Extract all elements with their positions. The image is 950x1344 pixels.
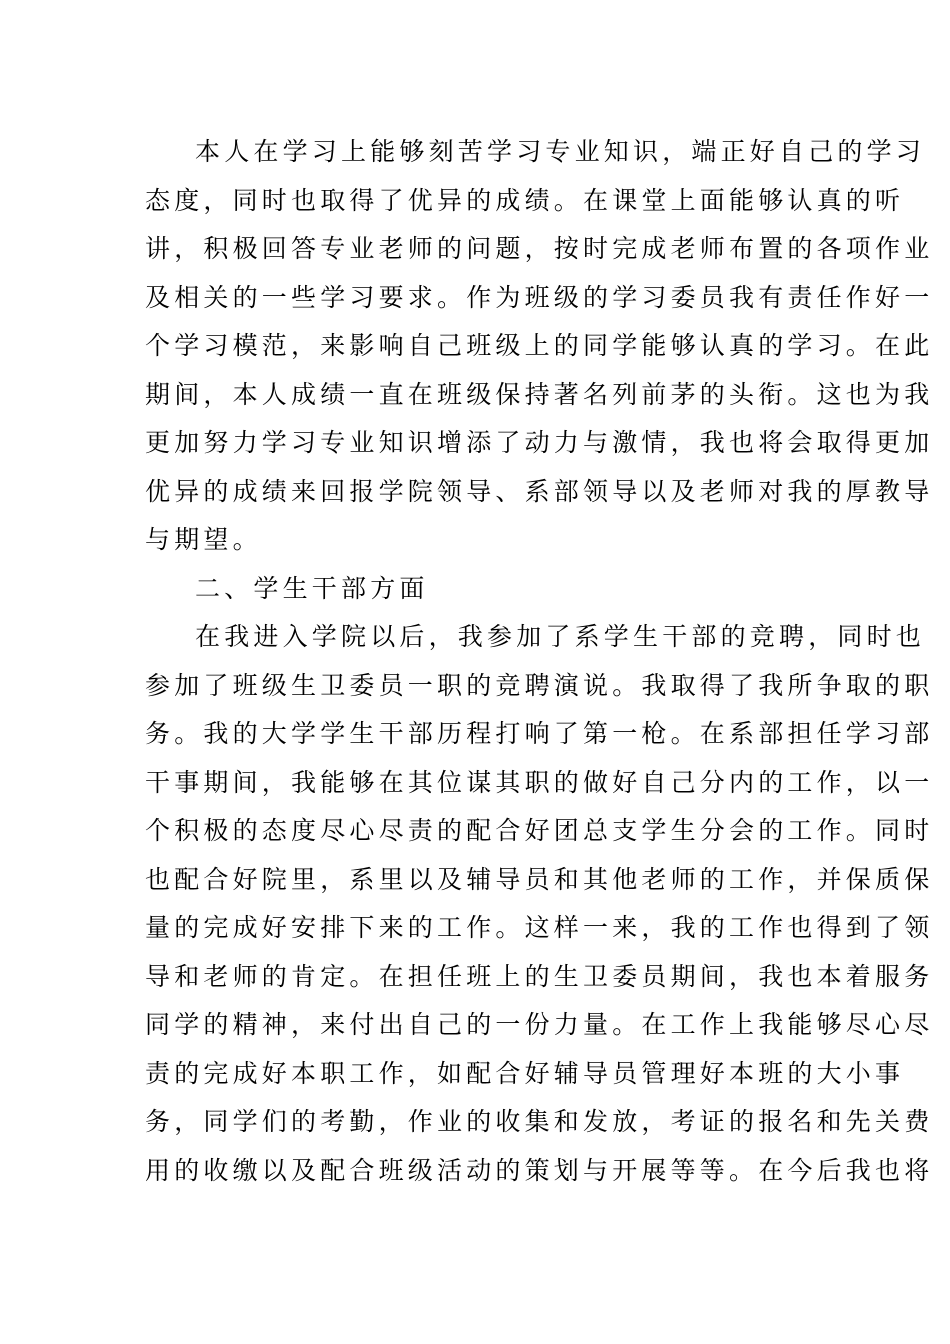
text-line: 也配合好院里，系里以及辅导员和其他老师的工作，并保质保 — [145, 864, 934, 894]
text-line: 与期望。 — [145, 525, 262, 554]
text-line: 责的完成好本职工作，如配合好辅导员管理好本班的大小事 — [145, 1058, 905, 1088]
text-line: 导和老师的肯定。在担任班上的生卫委员期间，我也本着服务 — [145, 961, 934, 991]
text-line: 用的收缴以及配合班级活动的策划与开展等等。在今后我也将 — [145, 1155, 934, 1185]
text-line: 量的完成好安排下来的工作。这样一来，我的工作也得到了领 — [145, 913, 934, 942]
text-line: 务，同学们的考勤，作业的收集和发放，考证的报名和先关费 — [145, 1107, 934, 1136]
section-heading: 二、学生干部方面 — [195, 573, 429, 603]
text-line: 参加了班级生卫委员一职的竞聘演说。我取得了我所争取的职 — [145, 670, 934, 700]
text-line: 务。我的大学学生干部历程打响了第一枪。在系部担任学习部 — [145, 719, 934, 748]
text-line: 同学的精神，来付出自己的一份力量。在工作上我能够尽心尽 — [145, 1010, 934, 1039]
text-line: 本人在学习上能够刻苦学习专业知识，端正好自己的学习 — [195, 137, 926, 166]
text-line: 个学习模范，来影响自己班级上的同学能够认真的学习。在此 — [145, 331, 934, 360]
text-line: 及相关的一些学习要求。作为班级的学习委员我有责任作好一 — [145, 282, 934, 312]
document-body — [145, 128, 934, 1195]
text-line: 更加努力学习专业知识增添了动力与激情，我也将会取得更加 — [145, 428, 934, 457]
text-line: 干事期间，我能够在其位谋其职的做好自己分内的工作，以一 — [145, 767, 934, 797]
text-line: 期间，本人成绩一直在班级保持著名列前茅的头衔。这也为我 — [145, 379, 934, 409]
text-line: 讲，积极回答专业老师的问题，按时完成老师布置的各项作业 — [145, 234, 934, 263]
text-line: 在我进入学院以后，我参加了系学生干部的竞聘，同时也 — [195, 622, 926, 651]
text-line: 态度，同时也取得了优异的成绩。在课堂上面能够认真的听 — [145, 185, 905, 215]
text-line: 个积极的态度尽心尽责的配合好团总支学生分会的工作。同时 — [145, 816, 934, 845]
text-line: 优异的成绩来回报学院领导、系部领导以及老师对我的厚教导 — [145, 476, 934, 506]
